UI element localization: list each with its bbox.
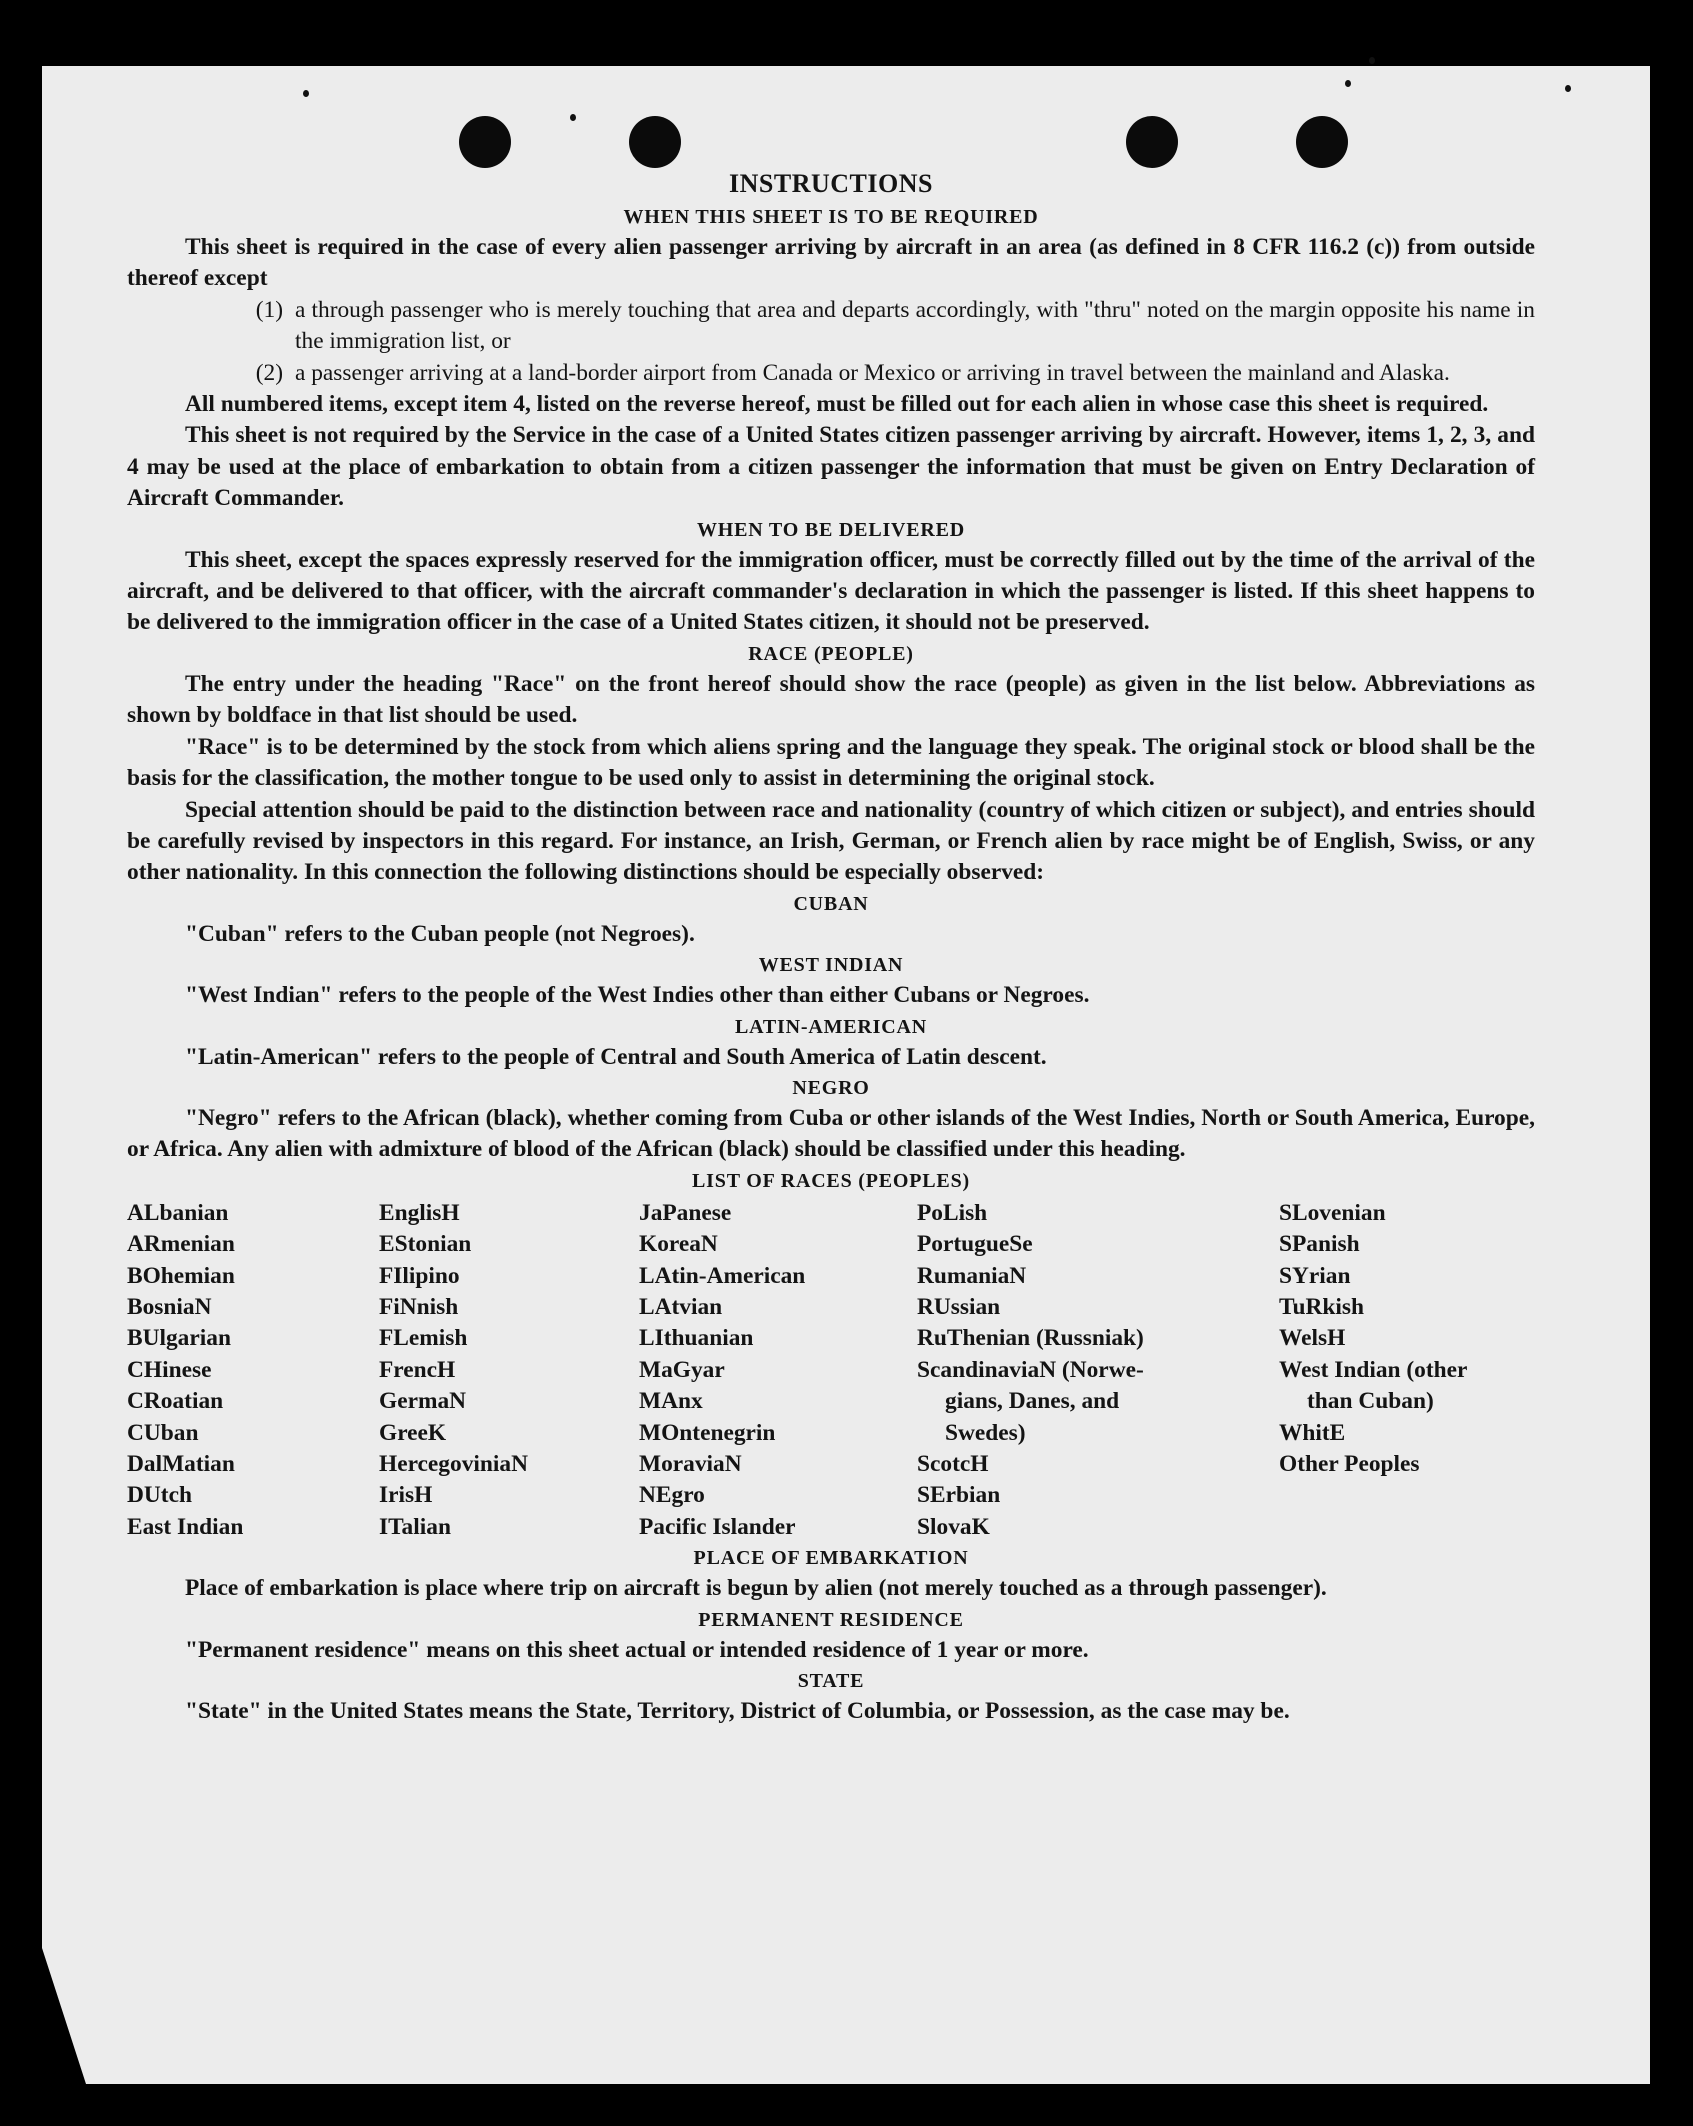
- race-column: [127, 1198, 379, 1543]
- race-item: ALbanian: [127, 1199, 229, 1226]
- race-item: SErbian: [917, 1482, 1001, 1509]
- race-column: [1279, 1198, 1531, 1543]
- section-heading-latin-american: LATIN-AMERICAN: [735, 1015, 927, 1038]
- race-item: BUlgarian: [127, 1325, 231, 1352]
- race-item: Other Peoples: [1279, 1451, 1420, 1477]
- race-item: PoLish: [917, 1199, 988, 1226]
- race-item-continuation: Swedes): [945, 1419, 1026, 1446]
- section-heading-required: WHEN THIS SHEET IS TO BE REQUIRED: [623, 206, 1039, 228]
- race-item: JaPanese: [639, 1199, 732, 1226]
- race-item: FiNnish: [379, 1293, 459, 1320]
- paragraph: This sheet is not required by the Service in the case of a United States citizen passenger arriving by aircraft. However, items 1, 2, 3, and 4 may be used at the place of embarkation to obtain from a citizen passenger the information that must be given on Entry Declaration of Aircraft Commander.: [127, 422, 1535, 512]
- ink-speck: [1565, 85, 1571, 92]
- punch-hole: [459, 116, 511, 168]
- race-item: FIlipino: [379, 1262, 460, 1289]
- ink-speck: [570, 114, 576, 121]
- race-item: WhitE: [1279, 1419, 1346, 1446]
- race-item: GreeK: [379, 1419, 447, 1446]
- section-heading-embarkation: PLACE OF EMBARKATION: [693, 1547, 969, 1570]
- ink-speck: [303, 90, 309, 97]
- race-item: LAtin-American: [639, 1262, 806, 1289]
- race-item: ITalian: [379, 1513, 451, 1540]
- race-item: TuRkish: [1279, 1293, 1364, 1320]
- list-item: [127, 295, 1535, 358]
- race-item: ScotcH: [917, 1451, 989, 1477]
- paragraph: "Cuban" refers to the Cuban people (not Negroes).: [185, 920, 695, 947]
- race-list: [127, 1198, 1535, 1543]
- race-item: MAnx: [639, 1388, 703, 1415]
- race-item: ARmenian: [127, 1231, 235, 1258]
- list-item-text: a passenger arriving at a land-border airport from Canada or Mexico or arriving in travel between the mainland and Alaska.: [295, 359, 1450, 386]
- page-title: INSTRUCTIONS: [729, 169, 933, 198]
- paragraph: All numbered items, except item 4, listed on the reverse hereof, must be filled out for each alien in whose case this sheet is required.: [185, 391, 1489, 418]
- race-item: LAtvian: [639, 1293, 723, 1320]
- section-heading-delivered: WHEN TO BE DELIVERED: [696, 518, 966, 541]
- race-item: MoraviaN: [639, 1451, 742, 1477]
- paragraph: "State" in the United States means the State, Territory, District of Columbia, or Possession, as the case may be.: [185, 1698, 1290, 1725]
- paragraph: Place of embarkation is place where trip on aircraft is begun by alien (not merely touched as a through passenger).: [185, 1575, 1327, 1602]
- race-item: EnglisH: [379, 1199, 460, 1226]
- section-heading-cuban: CUBAN: [793, 892, 869, 915]
- race-item: FrencH: [379, 1356, 456, 1383]
- section-heading-residence: PERMANENT RESIDENCE: [698, 1608, 964, 1631]
- race-item: EStonian: [379, 1231, 472, 1258]
- race-item: KoreaN: [639, 1231, 718, 1258]
- race-item: IrisH: [379, 1482, 433, 1509]
- punch-hole: [629, 116, 681, 168]
- race-item: CUban: [127, 1419, 199, 1446]
- race-column: [917, 1198, 1279, 1543]
- race-item: East Indian: [127, 1513, 244, 1540]
- race-item: BosniaN: [127, 1293, 212, 1320]
- paragraph: This sheet is required in the case of every alien passenger arriving by aircraft in an area (as defined in 8 CFR 116.2 (c)) from outside thereof except: [127, 234, 1535, 292]
- numbered-list: [127, 295, 1535, 389]
- list-item: [127, 358, 1535, 389]
- race-item: RuThenian (Russniak): [917, 1325, 1144, 1352]
- section-heading-list-of-races: LIST OF RACES (PEOPLES): [692, 1169, 970, 1192]
- ink-speck: [1345, 80, 1351, 87]
- race-item: GermaN: [379, 1388, 467, 1415]
- list-item-number: (1): [255, 296, 283, 323]
- section-heading-state: STATE: [797, 1670, 865, 1693]
- race-item: FLemish: [379, 1325, 468, 1352]
- list-item-number: (2): [255, 359, 283, 386]
- race-item-continuation: gians, Danes, and: [945, 1388, 1120, 1415]
- race-item: MOntenegrin: [639, 1419, 776, 1446]
- race-item: RUssian: [917, 1293, 1001, 1320]
- race-item: NEgro: [639, 1482, 705, 1509]
- instructions-content: [127, 168, 1535, 1727]
- section-heading-race: RACE (PEOPLE): [748, 642, 914, 665]
- race-item: RumaniaN: [917, 1262, 1027, 1289]
- race-item-continuation: than Cuban): [1307, 1388, 1434, 1415]
- race-item: HercegoviniaN: [379, 1451, 528, 1477]
- paragraph: "Permanent residence" means on this sheet actual or intended residence of 1 year or more.: [185, 1636, 1089, 1663]
- page-corner-fold: [42, 1948, 86, 2084]
- race-item: SPanish: [1279, 1231, 1360, 1258]
- ink-speck: [1369, 57, 1375, 64]
- paragraph: This sheet, except the spaces expressly reserved for the immigration officer, must be correctly filled out by the time of the arrival of the aircraft, and be delivered to that officer, with the aircraft commander's declaration in which the passenger is listed. If this sheet happens to be delivered to the immigration officer in the case of a United States citizen, it should not be preserved.: [127, 546, 1535, 636]
- paragraph: "Negro" refers to the African (black), whether coming from Cuba or other islands of the West Indies, North or South America, Europe, or Africa. Any alien with admixture of blood of the African (black) should be classified under this heading.: [127, 1104, 1535, 1163]
- paragraph: "Race" is to be determined by the stock from which aliens spring and the language they speak. The original stock or blood shall be the basis for the classification, the mother tongue to be used only to assist in determining the original stock.: [127, 733, 1535, 792]
- race-item: West Indian (other: [1279, 1356, 1468, 1383]
- paragraph: "West Indian" refers to the people of the West Indies other than either Cubans or Negroes.: [185, 982, 1090, 1009]
- race-item: MaGyar: [639, 1356, 725, 1383]
- race-item: SLovenian: [1279, 1199, 1386, 1226]
- race-item: WelsH: [1279, 1325, 1346, 1352]
- race-item: SlovaK: [917, 1513, 990, 1540]
- punch-hole: [1296, 116, 1348, 168]
- race-column: [379, 1198, 639, 1543]
- race-item: DUtch: [127, 1482, 192, 1509]
- section-heading-negro: NEGRO: [792, 1076, 870, 1099]
- race-item: PortugueSe: [917, 1231, 1033, 1258]
- race-item: ScandinaviaN (Norwe-: [917, 1356, 1144, 1383]
- race-column: [639, 1198, 917, 1543]
- race-item: CRoatian: [127, 1388, 224, 1415]
- race-item: CHinese: [127, 1356, 212, 1383]
- race-item: LIthuanian: [639, 1325, 754, 1352]
- paragraph: Special attention should be paid to the distinction between race and nationality (country of which citizen or subject), and entries should be carefully revised by inspectors in this regard. For instance, an Irish, German, or French alien by race might be of English, Swiss, or any other nationality. In this connection the following distinctions should be especially observed:: [127, 796, 1535, 886]
- race-item: Pacific Islander: [639, 1513, 796, 1540]
- punch-hole: [1126, 116, 1178, 168]
- paragraph: The entry under the heading "Race" on the front hereof should show the race (people) as given in the list below. Abbreviations as shown by boldface in that list should be used.: [127, 670, 1535, 729]
- race-item: SYrian: [1279, 1262, 1351, 1289]
- race-item: DalMatian: [127, 1451, 235, 1477]
- paragraph: "Latin-American" refers to the people of Central and South America of Latin descent.: [185, 1043, 1047, 1070]
- list-item-text: a through passenger who is merely touching that area and departs accordingly, with "thru" noted on the margin opposite his name in the immigration list, or: [295, 296, 1535, 355]
- race-item: BOhemian: [127, 1262, 235, 1289]
- section-heading-west-indian: WEST INDIAN: [758, 954, 904, 977]
